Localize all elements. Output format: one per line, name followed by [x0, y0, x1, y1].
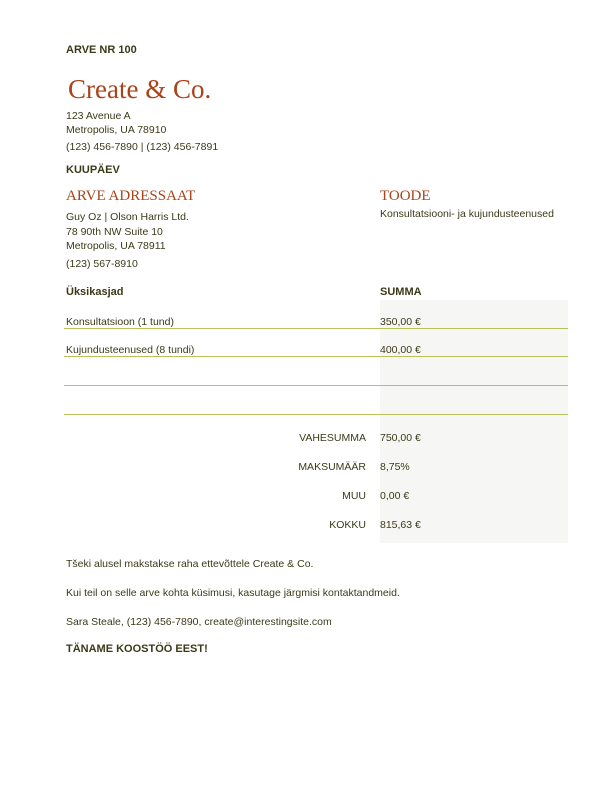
- total-value: 815,63 €: [380, 519, 421, 531]
- contact-info: Sara Steale, (123) 456-7890, create@interestingsite.com: [66, 616, 332, 628]
- date-label: KUUPÄEV: [66, 164, 120, 176]
- row-divider: [64, 356, 568, 357]
- invoice-number: ARVE NR 100: [66, 44, 137, 56]
- table-row-2-item: Kujundusteenused (8 tundi): [66, 344, 195, 356]
- recipient-address-line1: 78 90th NW Suite 10: [66, 226, 163, 238]
- row-divider: [64, 385, 568, 386]
- tax-rate-label: MAKSUMÄÄR: [298, 461, 366, 473]
- thank-you-note: TÄNAME KOOSTÖÖ EEST!: [66, 643, 208, 655]
- table-row-1-item: Konsultatsioon (1 tund): [66, 316, 174, 328]
- amount-column-shade: [380, 300, 568, 543]
- recipient-name: Guy Oz | Olson Harris Ltd.: [66, 211, 189, 223]
- recipient-phone: (123) 567-8910: [66, 258, 138, 270]
- items-column-header: Üksikasjad: [66, 286, 124, 298]
- other-label: MUU: [342, 490, 366, 502]
- company-phones: (123) 456-7890 | (123) 456-7891: [66, 141, 219, 153]
- tax-rate-value: 8,75%: [380, 461, 410, 473]
- subtotal-label: VAHESUMMA: [299, 432, 366, 444]
- row-divider: [64, 414, 568, 415]
- product-description: Konsultatsiooni- ja kujundusteenused: [380, 208, 554, 220]
- company-name: Create & Co.: [68, 74, 212, 104]
- other-value: 0,00 €: [380, 490, 410, 502]
- company-address-line1: 123 Avenue A: [66, 110, 131, 122]
- product-heading: TOODE: [380, 188, 431, 204]
- table-row-2-amount: 400,00 €: [380, 344, 421, 356]
- table-row-1-amount: 350,00 €: [380, 316, 421, 328]
- row-divider: [64, 328, 568, 329]
- company-address-line2: Metropolis, UA 78910: [66, 124, 167, 136]
- recipient-address-line2: Metropolis, UA 78911: [66, 240, 166, 252]
- recipient-heading: ARVE ADRESSAAT: [66, 188, 196, 204]
- subtotal-value: 750,00 €: [380, 432, 421, 444]
- questions-note: Kui teil on selle arve kohta küsimusi, kasutage järgmisi kontaktandmeid.: [66, 587, 400, 599]
- payment-note: Tšeki alusel makstakse raha ettevõttele Create & Co.: [66, 558, 314, 570]
- total-label: KOKKU: [329, 519, 366, 531]
- amount-column-header: SUMMA: [380, 286, 422, 298]
